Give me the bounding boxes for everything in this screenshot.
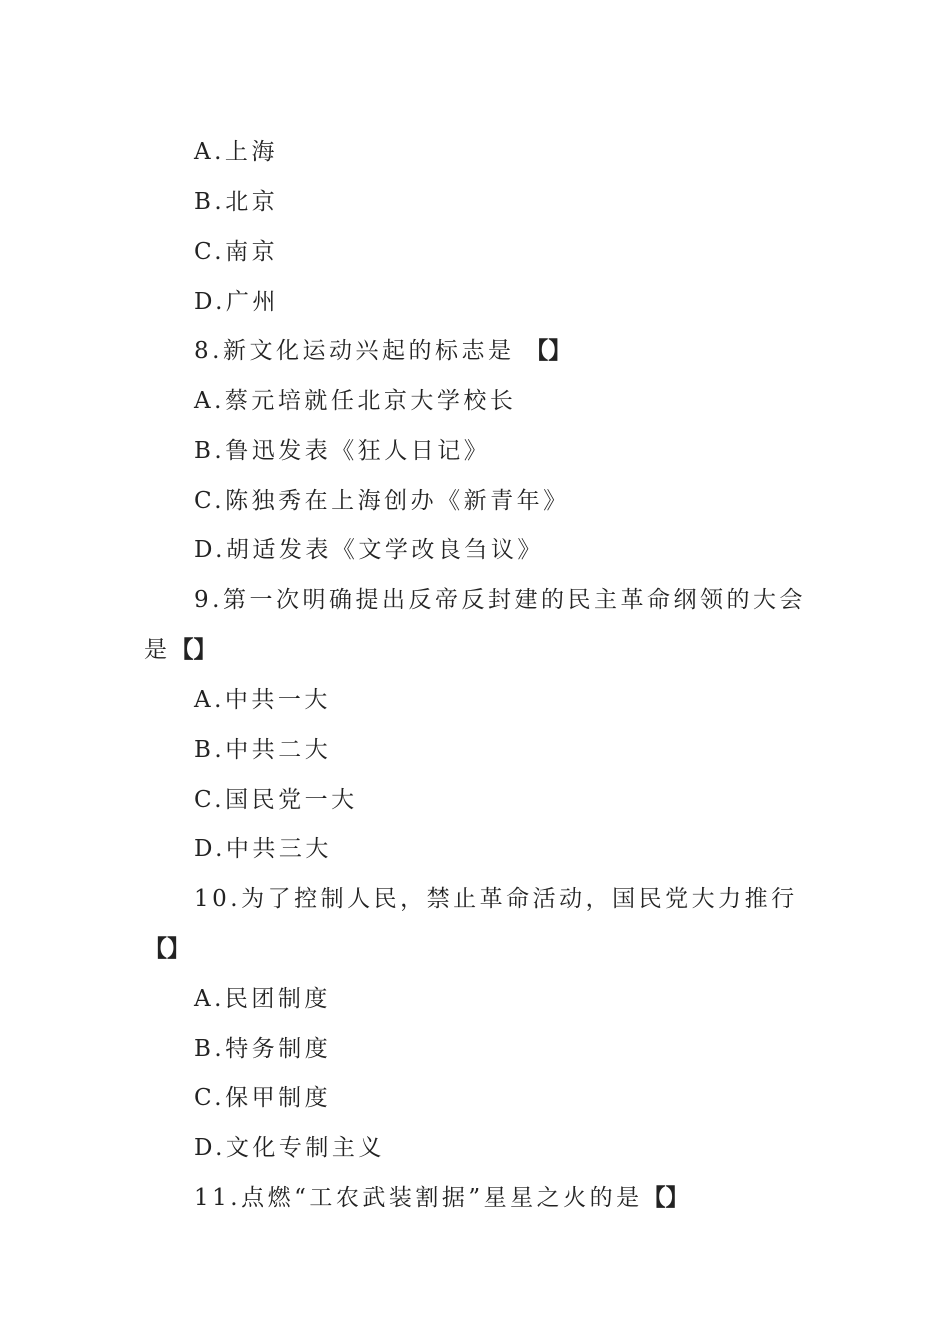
q7-option-b: B.北京 [194,189,279,215]
q9-stem-text: 是 [144,637,171,663]
q11-stem-text: 11.点燃“工农武装割据”星星之火的是 [194,1185,643,1211]
q7-option-a: A.上海 [194,139,278,165]
q7-option-d: D.广州 [194,289,279,315]
q8-option-b: B.鲁迅发表《狂人日记》 [194,438,491,464]
q9-stem-line2 [144,635,217,665]
q8-answer-bracket: 【】 [525,337,572,364]
q10-answer-bracket: 【】 [144,935,190,962]
q9-answer-bracket: 【】 [170,636,217,663]
q11-answer-bracket: 【】 [642,1184,689,1211]
q9-option-c: C.国民党一大 [194,787,358,813]
q8-option-c: C.陈独秀在上海创办《新青年》 [194,488,570,514]
q10-option-a: A.民团制度 [194,986,331,1012]
q10-option-b: B.特务制度 [194,1036,332,1062]
q8-option-a: A.蔡元培就任北京大学校长 [194,388,517,414]
q8-option-d: D.胡适发表《文学改良刍议》 [194,537,544,563]
q10-option-c: C.保甲制度 [194,1085,332,1111]
q8-stem [194,336,571,366]
q10-option-d: D.文化专制主义 [194,1135,385,1161]
q8-stem-text: 8.新文化运动兴起的标志是 [194,338,526,364]
q9-stem-line1: 9.第一次明确提出反帝反封建的民主革命纲领的大会 [194,587,806,613]
q7-option-c: C.南京 [194,239,279,265]
q10-stem-line1: 10.为了控制人民，禁止革命活动，国民党大力推行 [194,886,798,912]
q9-option-b: B.中共二大 [194,737,332,763]
q9-option-d: D.中共三大 [194,836,332,862]
q9-option-a: A.中共一大 [194,687,331,713]
q11-stem [194,1183,689,1213]
